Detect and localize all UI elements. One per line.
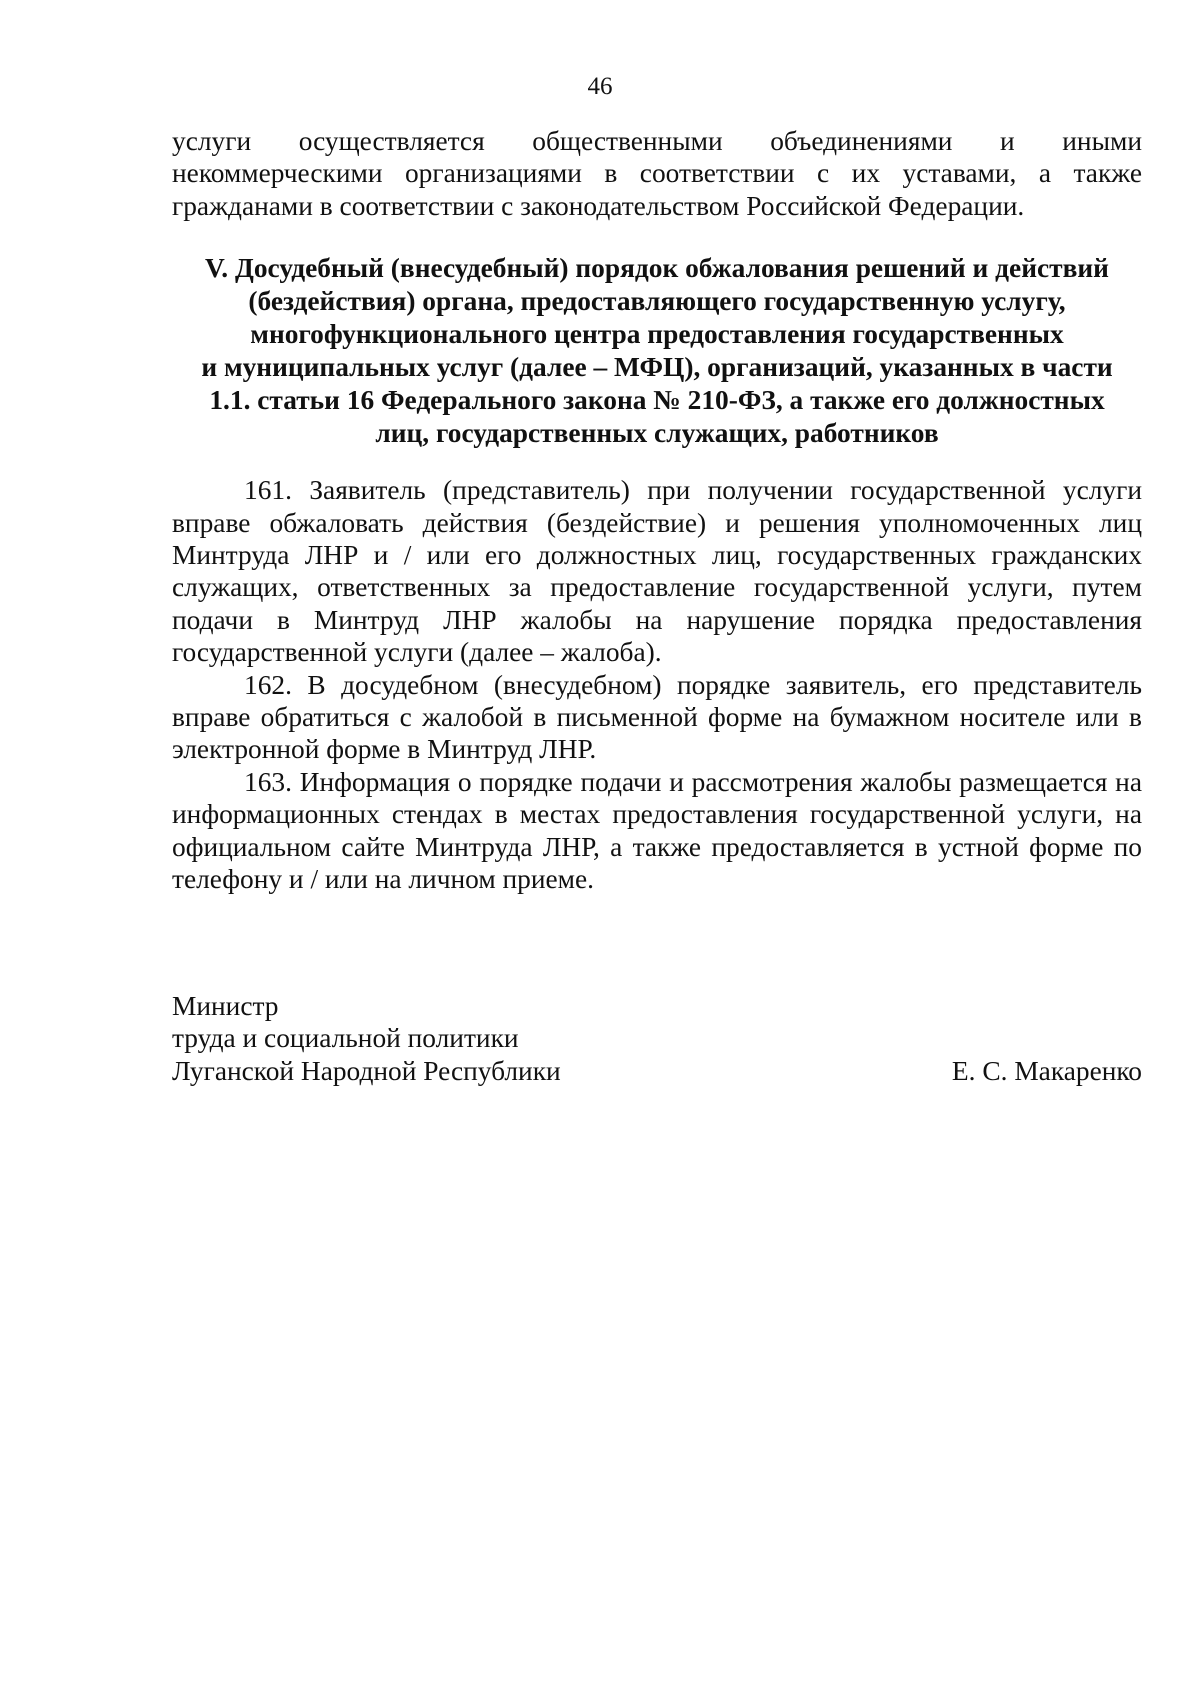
signatory-title-line: Луганской Народной Республики: [172, 1055, 561, 1086]
paragraph-162: 162. В досудебном (внесудебном) порядке заявитель, его представитель вправе обратиться с жалобой в письменной форме на бумажном носителе или в электронной форме в Минтруд ЛНР.: [172, 669, 1142, 765]
intro-paragraph: услуги осуществляется общественными объединениями и иными некоммерческими организациями в соответствии с их уставами, а также гражданами в соответствии с законодательством Российской Федерации.: [172, 126, 1142, 221]
paragraph-163: 163. Информация о порядке подачи и рассмотрения жалобы размещается на информационных стендах в местах предоставления государственной услуги, на официальном сайте Минтруда ЛНР, а также предоставляется в устной форме по телефону и / или на личном приеме.: [172, 766, 1142, 895]
signatory-title-line: труда и социальной политики: [172, 1023, 519, 1054]
section-heading-line: многофункционального центра предоставления государственных: [250, 319, 1064, 350]
section-heading-line: лиц, государственных служащих, работников: [375, 418, 939, 449]
section-heading-line: V. Досудебный (внесудебный) порядок обжалования решений и действий: [205, 253, 1109, 284]
section-heading: [172, 252, 1142, 450]
signature-block: [172, 990, 1142, 1087]
document-body: [172, 125, 1142, 896]
section-heading-line: и муниципальных услуг (далее – МФЦ), организаций, указанных в части: [201, 352, 1113, 383]
page-number: 46: [587, 73, 613, 100]
signatory-title-line: Министр: [172, 991, 279, 1021]
signatory-name: Е. С. Макаренко: [951, 1055, 1142, 1086]
section-heading-line: 1.1. статьи 16 Федерального закона № 210-ФЗ, а также его должностных: [209, 385, 1105, 416]
section-heading-line: (бездействия) органа, предоставляющего государственную услугу,: [248, 286, 1066, 317]
paragraph-161: 161. Заявитель (представитель) при получении государственной услуги вправе обжаловать действия (бездействие) и решения уполномоченных лиц Минтруда ЛНР и / или его должностных лиц, государственных гражданских служащих, ответственных за предоставление государственной услуги, путем подачи в Минтруд ЛНР жалобы на нарушение порядка предоставления государственной услуги (далее – жалоба).: [172, 475, 1142, 668]
